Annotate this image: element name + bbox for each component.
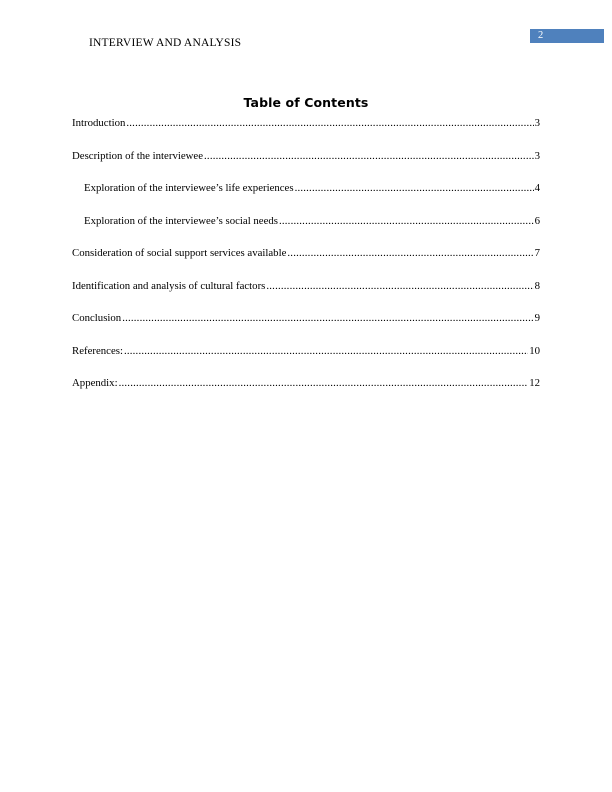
- toc-entry-page: 12: [529, 377, 540, 389]
- running-head: INTERVIEW AND ANALYSIS: [89, 37, 242, 49]
- toc-entry-page: 4: [534, 182, 540, 194]
- toc-entry-page: 3: [534, 117, 540, 129]
- toc-entry-appendix[interactable]: [72, 375, 540, 391]
- toc-entry-text: References:: [72, 344, 123, 357]
- table-of-contents: [72, 115, 540, 408]
- toc-entry-page: 3: [534, 149, 540, 162]
- toc-dot-leader: [122, 310, 533, 326]
- toc-entry-text: Introduction: [72, 117, 126, 129]
- toc-entry-text: Exploration of the interviewee’s social needs: [84, 214, 278, 227]
- toc-entry-text: Conclusion: [72, 312, 122, 324]
- toc-entry-text: Exploration of the interviewee’s life experiences: [84, 182, 294, 194]
- toc-entry-text: Description of the interviewee: [72, 149, 204, 162]
- toc-dot-leader: [295, 180, 534, 196]
- toc-entry-text: Identification and analysis of cultural factors: [72, 279, 266, 292]
- toc-dot-leader: [204, 148, 534, 164]
- toc-entry-cultural-factors[interactable]: [72, 278, 540, 294]
- toc-dot-leader: [279, 213, 534, 229]
- toc-title: Table of Contents: [243, 95, 369, 110]
- toc-entry-text: Appendix:: [72, 377, 118, 389]
- toc-entry-page: 9: [534, 312, 540, 324]
- toc-dot-leader: [124, 343, 528, 359]
- toc-dot-leader: [119, 375, 529, 391]
- toc-dot-leader: [126, 115, 533, 131]
- toc-entry-text: Consideration of social support services available: [72, 247, 287, 259]
- toc-entry-life-experiences[interactable]: [72, 180, 540, 196]
- toc-entry-description[interactable]: [72, 148, 540, 164]
- page-number-badge: 2: [530, 29, 604, 43]
- toc-entry-page: 8: [534, 279, 540, 292]
- toc-entry-references[interactable]: [72, 343, 540, 359]
- toc-entry-page: 7: [534, 247, 540, 259]
- toc-entry-conclusion[interactable]: [72, 310, 540, 326]
- toc-entry-page: 10: [529, 344, 540, 357]
- toc-entry-social-needs[interactable]: [72, 213, 540, 229]
- toc-dot-leader: [266, 278, 533, 294]
- toc-dot-leader: [287, 245, 533, 261]
- toc-entry-social-support[interactable]: [72, 245, 540, 261]
- toc-entry-introduction[interactable]: [72, 115, 540, 131]
- toc-entry-page: 6: [534, 214, 540, 227]
